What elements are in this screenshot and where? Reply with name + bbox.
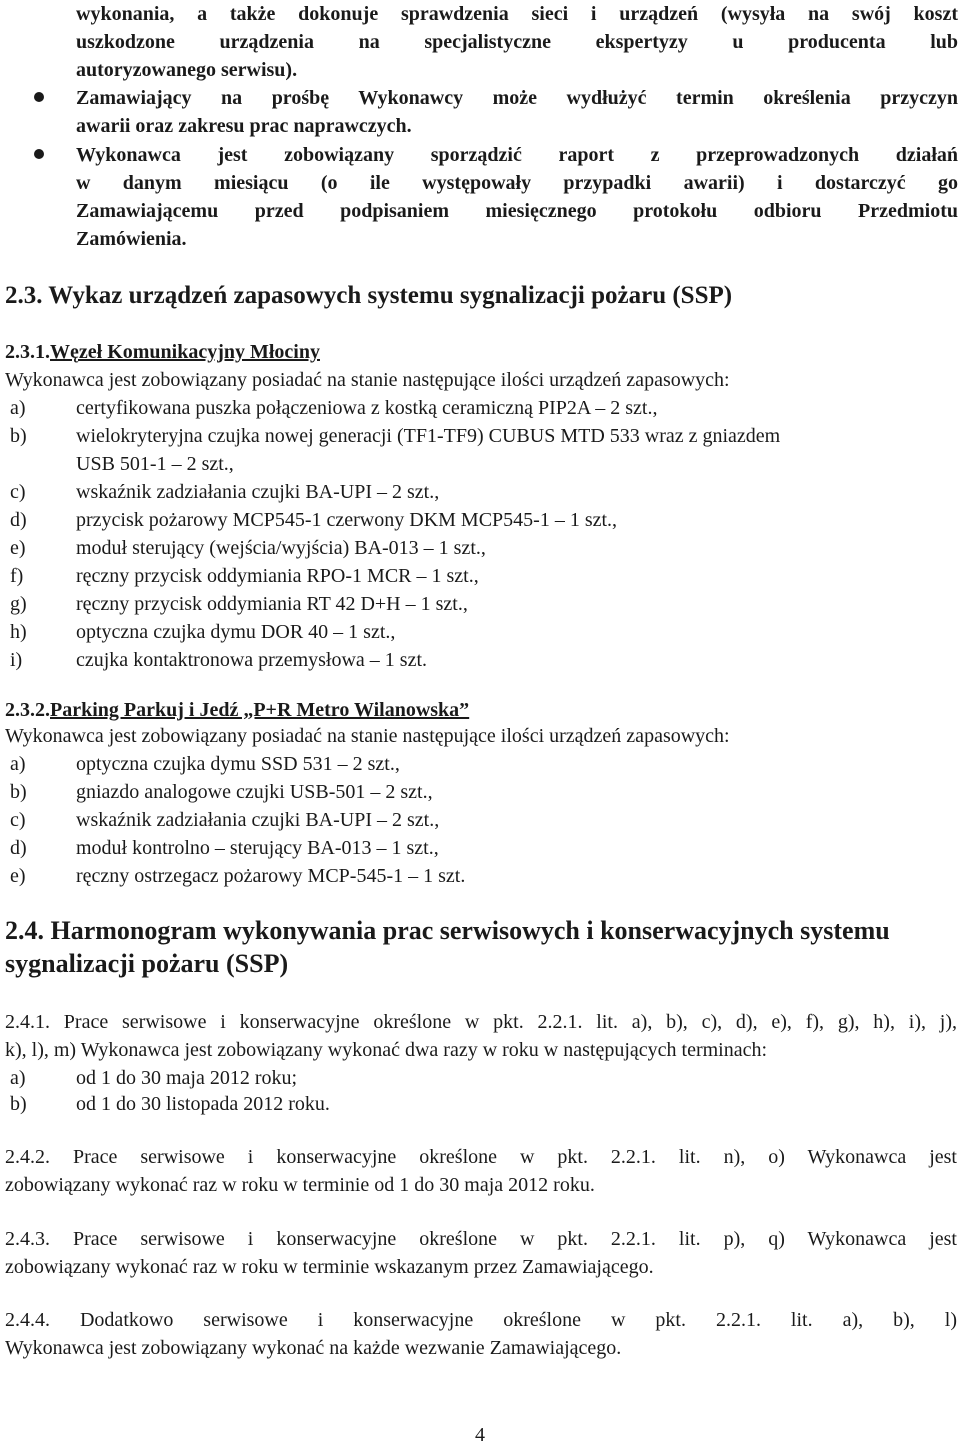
bullet-1-line-1: Zamawiający na prośbę Wykonawcy może wydłużyć termin określenia przyczyn <box>76 87 958 109</box>
p-2-4-1-line-1: 2.4.1. Prace serwisowe i konserwacyjne określone w pkt. 2.2.1. lit. a), b), c), d), e), f), g), h), i), j), <box>5 1011 957 1033</box>
p-2-4-4-line-2: Wykonawca jest zobowiązany wykonać na każde wezwanie Zamawiającego. <box>5 1337 622 1359</box>
section-heading-2-4 <box>5 914 957 980</box>
bullet-2-line-4: Zamówienia. <box>76 228 187 250</box>
section-heading-2-4-line-1: 2.4. Harmonogram wykonywania prac serwisowych i konserwacyjnych systemu <box>5 916 890 945</box>
p-2-4-1-line-2: k), l), m) Wykonawca jest zobowiązany wykonać dwa razy w roku w następujących terminach: <box>5 1039 768 1061</box>
list-item: d) moduł kontrolno – sterujący BA-013 – 1 szt., <box>10 837 439 859</box>
list-item: h) optyczna czujka dymu DOR 40 – 1 szt., <box>10 621 396 643</box>
top-line-3: autoryzowanego serwisu). <box>76 59 298 81</box>
bullet-item-1 <box>76 84 958 140</box>
p-2-4-2-line-1: 2.4.2. Prace serwisowe i konserwacyjne określone w pkt. 2.2.1. lit. n), o) Wykonawca jest <box>5 1146 957 1168</box>
list-item: e) moduł sterujący (wejścia/wyjścia) BA-013 – 1 szt., <box>10 537 486 559</box>
list-item-continuation: USB 501-1 – 2 szt., <box>76 453 234 475</box>
intro-text: Wykonawca jest zobowiązany posiadać na stanie następujące ilości urządzeń zapasowych: <box>5 369 730 391</box>
paragraph-2-4-1 <box>5 1008 957 1064</box>
subsection-number: 2.3.1. <box>5 341 50 363</box>
top-line-2: uszkodzone urządzenia na specjalistyczne ekspertyzy u producenta lub <box>76 31 958 53</box>
list-item: i) czujka kontaktronowa przemysłowa – 1 szt. <box>10 649 428 671</box>
page-number: 4 <box>475 1424 485 1446</box>
p-2-4-4-line-1: 2.4.4. Dodatkowo serwisowe i konserwacyjne określone w pkt. 2.2.1. lit. a), b), l) <box>5 1309 957 1331</box>
intro-text: Wykonawca jest zobowiązany posiadać na stanie następujące ilości urządzeń zapasowych: <box>5 725 730 747</box>
list-item: a) od 1 do 30 maja 2012 roku; <box>10 1067 298 1089</box>
list-item: g) ręczny przycisk oddymiania RT 42 D+H – 1 szt., <box>10 593 468 615</box>
paragraph-2-4-2 <box>5 1143 957 1199</box>
paragraph-2-4-3 <box>5 1225 957 1281</box>
subsection-heading-2-3-2 <box>5 696 469 724</box>
list-item: b) od 1 do 30 listopada 2012 roku. <box>10 1093 330 1115</box>
top-paragraph <box>76 0 958 84</box>
subsection-heading-2-3-1 <box>5 338 320 366</box>
bullet-2-line-3: Zamawiającemu przed podpisaniem miesięcznego protokołu odbioru Przedmiotu <box>76 200 958 222</box>
list-item: a) certyfikowana puszka połączeniowa z kostką ceramiczną PIP2A – 2 szt., <box>10 397 658 419</box>
section-heading-2-3: 2.3. Wykaz urządzeń zapasowych systemu sygnalizacji pożaru (SSP) <box>5 282 733 309</box>
list-item: b) gniazdo analogowe czujki USB-501 – 2 szt., <box>10 781 433 803</box>
bullet-icon <box>34 92 44 102</box>
list-item: a) optyczna czujka dymu SSD 531 – 2 szt., <box>10 753 400 775</box>
paragraph-2-4-4 <box>5 1306 957 1362</box>
p-2-4-3-line-2: zobowiązany wykonać raz w roku w terminie wskazanym przez Zamawiającego. <box>5 1256 654 1278</box>
bullet-icon <box>34 149 44 159</box>
section-heading-2-4-line-2: sygnalizacji pożaru (SSP) <box>5 949 289 978</box>
list-item: c) wskaźnik zadziałania czujki BA-UPI – 2 szt., <box>10 481 440 503</box>
subsection-title: Parking Parkuj i Jedź „P+R Metro Wilanowska” <box>50 699 470 721</box>
top-line-1: wykonania, a także dokonuje sprawdzenia sieci i urządzeń (wysyła na swój koszt <box>76 3 958 25</box>
bullet-2-line-1: Wykonawca jest zobowiązany sporządzić raport z przeprowadzonych działań <box>76 144 958 166</box>
list-item: d) przycisk pożarowy MCP545-1 czerwony DKM MCP545-1 – 1 szt., <box>10 509 618 531</box>
list-item: b) wielokryteryjna czujka nowej generacji (TF1-TF9) CUBUS MTD 533 wraz z gniazdem <box>10 425 781 447</box>
bullet-item-2 <box>76 141 958 253</box>
p-2-4-2-line-2: zobowiązany wykonać raz w roku w terminie od 1 do 30 maja 2012 roku. <box>5 1174 595 1196</box>
list-item: c) wskaźnik zadziałania czujki BA-UPI – 2 szt., <box>10 809 440 831</box>
subsection-title: Węzeł Komunikacyjny Młociny <box>50 341 320 363</box>
p-2-4-3-line-1: 2.4.3. Prace serwisowe i konserwacyjne określone w pkt. 2.2.1. lit. p), q) Wykonawca jest <box>5 1228 957 1250</box>
list-item: f) ręczny przycisk oddymiania RPO-1 MCR – 1 szt., <box>10 565 479 587</box>
subsection-number: 2.3.2. <box>5 699 50 721</box>
bullet-1-line-2: awarii oraz zakresu prac naprawczych. <box>76 115 412 137</box>
bullet-2-line-2: w danym miesiącu (o ile występowały przypadki awarii) i dostarczyć go <box>76 172 958 194</box>
list-item: e) ręczny ostrzegacz pożarowy MCP-545-1 – 1 szt. <box>10 865 466 887</box>
